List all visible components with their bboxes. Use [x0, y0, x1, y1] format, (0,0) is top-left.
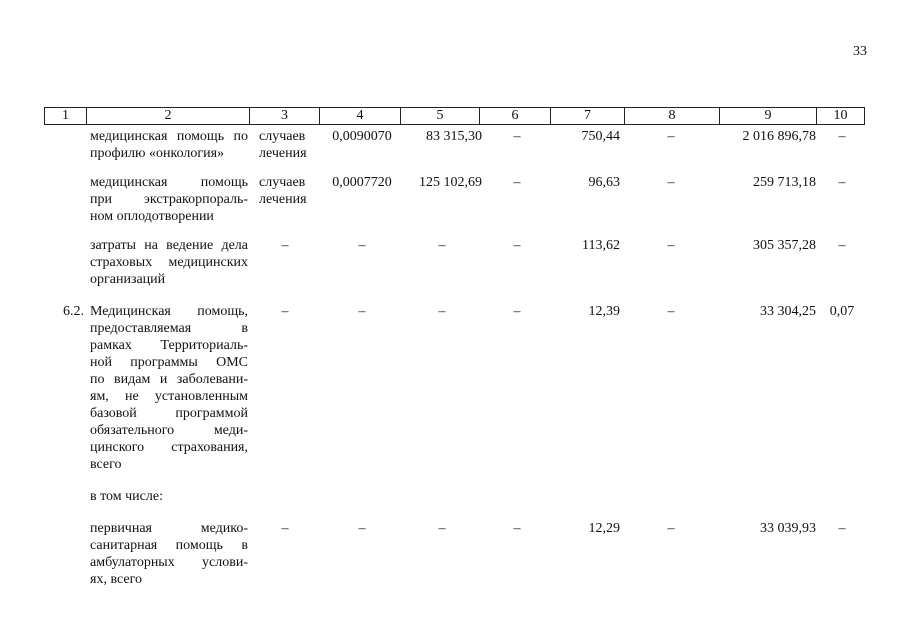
row-name: [90, 520, 248, 588]
row-col-7: 12,29: [588, 521, 620, 536]
row-col-6: –: [513, 304, 521, 319]
row-col-9: 2 016 896,78: [742, 129, 816, 144]
row-col-8: –: [667, 238, 675, 253]
row-name-line: санитарная помощь в: [90, 538, 248, 553]
row-name-line: базовой программой: [90, 406, 248, 421]
row-col-4: 0,0007720: [332, 175, 392, 190]
column-number-header: [44, 107, 865, 125]
row-name-line: цинского страхования,: [90, 440, 248, 455]
row-col-5: –: [438, 238, 446, 253]
row-col-6: –: [513, 129, 521, 144]
row-name: [90, 174, 248, 225]
row-col-6: –: [513, 521, 521, 536]
row-col-7: 12,39: [588, 304, 620, 319]
row-col-9: 33 304,25: [760, 304, 816, 319]
row-name-line: ям, не установленным: [90, 389, 248, 404]
row-col-7: 750,44: [581, 129, 620, 144]
row-unit: –: [281, 238, 289, 253]
row-col-10: –: [838, 129, 846, 144]
row-unit: случаев лечения: [259, 175, 307, 207]
row-col-10: –: [838, 521, 846, 536]
header-col-8: 8: [625, 108, 720, 125]
page-number: 33: [853, 44, 867, 59]
header-col-5: 5: [401, 108, 480, 125]
row-col-10: –: [838, 238, 846, 253]
row-name-line: ной программы ОМС: [90, 355, 248, 370]
row-name: [90, 488, 248, 505]
header-col-2: 2: [87, 108, 250, 125]
row-unit: –: [281, 304, 289, 319]
row-name-line: затраты на ведение дела: [90, 238, 248, 253]
row-col-4: –: [358, 238, 366, 253]
row-col-8: –: [667, 129, 675, 144]
row-col-8: –: [667, 521, 675, 536]
header-col-4: 4: [320, 108, 401, 125]
row-col-5: 83 315,30: [426, 129, 482, 144]
row-col-10: 0,07: [829, 304, 855, 319]
row-name-line: медицинская помощь по: [90, 129, 248, 144]
row-name-line: ях, всего: [90, 572, 142, 587]
row-name-line: при экстракорпораль-: [90, 192, 248, 207]
header-col-10: 10: [817, 108, 865, 125]
row-col-6: –: [513, 238, 521, 253]
row-col-7: 96,63: [588, 175, 620, 190]
row-name-line: амбулаторных услови-: [90, 555, 248, 570]
row-name-line: всего: [90, 457, 122, 472]
row-name-line: первичная медико-: [90, 521, 248, 536]
row-col-4: 0,0090070: [332, 129, 392, 144]
row-col-6: –: [513, 175, 521, 190]
row-col-8: –: [667, 175, 675, 190]
row-col-8: –: [667, 304, 675, 319]
row-name-line: обязательного меди-: [90, 423, 248, 438]
header-col-9: 9: [720, 108, 817, 125]
row-name-line: по видам и заболевани-: [90, 372, 248, 387]
row-number: 6.2.: [63, 304, 84, 319]
header-col-7: 7: [551, 108, 625, 125]
row-col-9: 305 357,28: [753, 238, 816, 253]
row-unit: случаев лечения: [259, 129, 307, 161]
row-name-line: ном оплодотворении: [90, 209, 214, 224]
row-name-line: рамках Территориаль-: [90, 338, 248, 353]
header-col-6: 6: [480, 108, 551, 125]
row-name-line: Медицинская помощь,: [90, 304, 248, 319]
row-col-10: –: [838, 175, 846, 190]
row-name-line: профилю «онкология»: [90, 146, 225, 161]
row-name: [90, 303, 248, 473]
row-name: [90, 237, 248, 288]
row-col-7: 113,62: [582, 238, 620, 253]
row-col-9: 33 039,93: [760, 521, 816, 536]
row-name-line: медицинская помощь: [90, 175, 248, 190]
row-name-line: в том числе:: [90, 489, 163, 504]
row-col-5: –: [438, 304, 446, 319]
row-col-9: 259 713,18: [753, 175, 816, 190]
row-col-5: 125 102,69: [419, 175, 482, 190]
row-name-line: страховых медицинских: [90, 255, 248, 270]
header-col-1: 1: [45, 108, 87, 125]
row-col-4: –: [358, 521, 366, 536]
row-name-line: организаций: [90, 272, 166, 287]
row-col-5: –: [438, 521, 446, 536]
header-col-3: 3: [250, 108, 320, 125]
row-col-4: –: [358, 304, 366, 319]
row-unit: –: [281, 521, 289, 536]
row-name: [90, 128, 248, 162]
row-name-line: предоставляемая в: [90, 321, 248, 336]
